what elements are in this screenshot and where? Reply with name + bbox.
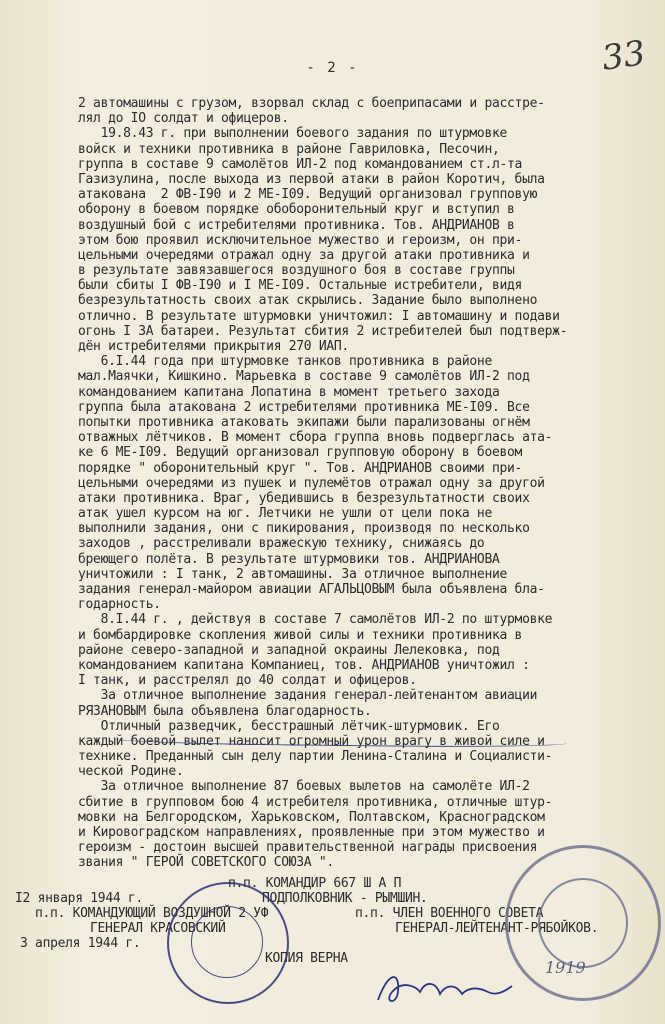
page-number: - 2 - bbox=[306, 60, 359, 76]
text-line: в результате завязавшегося воздушного боя в составе группы bbox=[78, 263, 515, 279]
text-line: командованием капитана Компаниец, тов. АНДРИАНОВ уничтожил : bbox=[78, 657, 530, 673]
text-line: 8.I.44 г. , действуя в составе 7 самолётов ИЛ-2 по штурмовке bbox=[78, 612, 553, 628]
text-line: РЯЗАНОВЫМ была объявлена благодарность. bbox=[78, 703, 372, 719]
text-line: группа была атакована 2 истребителями противника МЕ-I09. Все bbox=[78, 399, 530, 415]
text-line: лял до IO солдат и офицеров. bbox=[78, 111, 289, 127]
text-line: ке 6 МЕ-I09. Ведущий организовал групповую оборону в боевом bbox=[78, 445, 523, 461]
text-line: За отличное выполнение 87 боевых вылетов на самолёте ИЛ-2 bbox=[78, 779, 530, 795]
text-line: сбитие в групповом бою 4 истребителя противника, отличные штур- bbox=[78, 794, 553, 810]
text-line: уничтожили : I танк, 2 автомашины. За отличное выполнение bbox=[78, 566, 508, 582]
text-line: годарность. bbox=[78, 597, 161, 613]
council-member-title: п.п. ЧЛЕН ВОЕННОГО СОВЕТА bbox=[355, 906, 544, 921]
text-line: и бомбардировке скопления живой силы и техники противника в bbox=[78, 627, 523, 643]
text-line: группа в составе 9 самолётов ИЛ-2 под командованием ст.л-та bbox=[78, 156, 523, 172]
unit-seal-stamp bbox=[167, 882, 289, 1004]
text-line: цельными очередями из пушек и пулемётов отражал одну за другой bbox=[78, 475, 545, 491]
archive-folio-number: 33 bbox=[599, 33, 648, 79]
text-line: I танк, и расстрелял до 40 солдат и офицеров. bbox=[78, 673, 417, 689]
text-line: каждый боевой вылет наносит огромный урон врагу в живой силе и bbox=[78, 733, 545, 749]
text-line: бреющего полёта. В результате штурмовики тов. АНДРИАНОВА bbox=[78, 551, 500, 567]
text-line: технике. Преданный сын делу партии Ленина-Сталина и Социалисти- bbox=[78, 749, 553, 765]
text-line: заходов , расстреливали вражескую технику, снижаясь до bbox=[78, 536, 485, 552]
general-name-left: ГЕНЕРАЛ КРАСОВСКИЙ bbox=[90, 921, 226, 936]
text-line: безрезультатность своих атак скрылись. Задание было выполнено bbox=[78, 293, 538, 309]
text-line: Отличный разведчик, бесстрашный лётчик-штурмовик. Его bbox=[78, 718, 500, 734]
commanding-title: п.п. КОМАНДУЮЩИЙ ВОЗДУШНОЙ 2 УФ bbox=[35, 906, 269, 921]
text-line: войск и техники противника в районе Гавриловка, Песочин, bbox=[78, 141, 500, 157]
text-line: и Кировоградском направлениях, проявленные при этом мужество и bbox=[78, 825, 545, 840]
text-line: мал.Маячки, Кишкино. Марьевка в составе 9 самолётов ИЛ-2 под bbox=[78, 369, 530, 385]
text-line: районе северо-западной и западной окраины Лелековка, под bbox=[78, 642, 500, 658]
general-name-right: ГЕНЕРАЛ-ЛЕЙТЕНАНТ-РЯБОЙКОВ. bbox=[395, 921, 599, 936]
text-line: выполнили задания, они с пикирования, производя по несколько bbox=[78, 521, 530, 537]
date-april: 3 апреля 1944 г. bbox=[20, 936, 141, 951]
text-line: попытки противника атаковать экипажи были парализованы огнём bbox=[78, 414, 530, 430]
text-line: героизм - достоин высшей правительственной награды присвоения bbox=[78, 840, 538, 856]
text-line: цельными очередями отражал одну за другой атаки противника и bbox=[78, 247, 530, 263]
text-line: атакована 2 ФВ-I90 и 2 МЕ-I09. Ведущий организовал групповую bbox=[78, 187, 538, 203]
text-line: порядке " оборонительный круг ". Тов. АНДРИАНОВ своими при- bbox=[78, 460, 523, 476]
text-line: Газизулина, после выхода из первой атаки в район Коротич, была bbox=[78, 171, 545, 187]
ink-signature bbox=[370, 962, 520, 1012]
date-january: I2 января 1944 г. bbox=[15, 891, 143, 906]
text-line: огонь I ЗА батареи. Результат сбития 2 истребителей был подтверж- bbox=[78, 323, 568, 339]
commander-name: ПОДПОЛКОВНИК - РЫМШИН. bbox=[262, 891, 428, 906]
text-line: звания " ГЕРОЙ СОВЕТСКОГО СОЮЗА ". bbox=[78, 855, 334, 871]
text-line: воздушный бой с истребителями противника. Тов. АНДРИАНОВ в bbox=[78, 217, 515, 233]
text-line: отлично. В результате штурмовки уничтожил: I автомашину и подави bbox=[78, 308, 560, 324]
text-line: атак ушел курсом на юг. Летчики не ушли от цели пока не bbox=[78, 506, 492, 522]
commander-line: п.п. КОМАНДИР 667 Ш А П bbox=[228, 876, 402, 891]
text-line: 2 автомашины с грузом, взорвал склад с боеприпасами и расстре- bbox=[78, 96, 545, 111]
text-line: дён истребителями прикрытия 270 ИАП. bbox=[78, 339, 349, 354]
text-line: командованием капитана Лопатина в момент третьего захода bbox=[78, 384, 500, 400]
award-text-body bbox=[78, 96, 658, 871]
text-line: этом бою проявил исключительное мужество и героизм, он при- bbox=[78, 232, 523, 248]
state-archive-stamp bbox=[505, 845, 661, 1001]
text-line: 6.I.44 года при штурмовке танков противника в районе bbox=[78, 354, 492, 370]
text-line: задания генерал-майором авиации АГАЛЬЦОВЫМ была объявлена бла- bbox=[78, 582, 545, 597]
text-line: мовки на Белгородском, Харьковском, Полтавском, Красноградском bbox=[78, 809, 545, 825]
archive-stamp-year: 1919 bbox=[545, 958, 586, 977]
text-line: оборону в боевом порядке обоборонительный круг и вступил в bbox=[78, 202, 515, 218]
text-line: отважных лётчиков. В момент сбора группа вновь подверглась ата- bbox=[78, 430, 553, 446]
text-line: За отличное выполнение задания генерал-лейтенантом авиации bbox=[78, 688, 538, 704]
copy-verified-note: КОПИЯ ВЕРНА bbox=[265, 951, 348, 966]
text-line: атаки противника. Враг, убедившись в безрезультатности своих bbox=[78, 490, 530, 506]
text-line: были сбиты I ФВ-I90 и I МЕ-I09. Остальные истребители, видя bbox=[78, 278, 523, 294]
text-line: 19.8.43 г. при выполнении боевого задания по штурмовке bbox=[78, 126, 508, 142]
text-line: ческой Родине. bbox=[78, 764, 184, 780]
